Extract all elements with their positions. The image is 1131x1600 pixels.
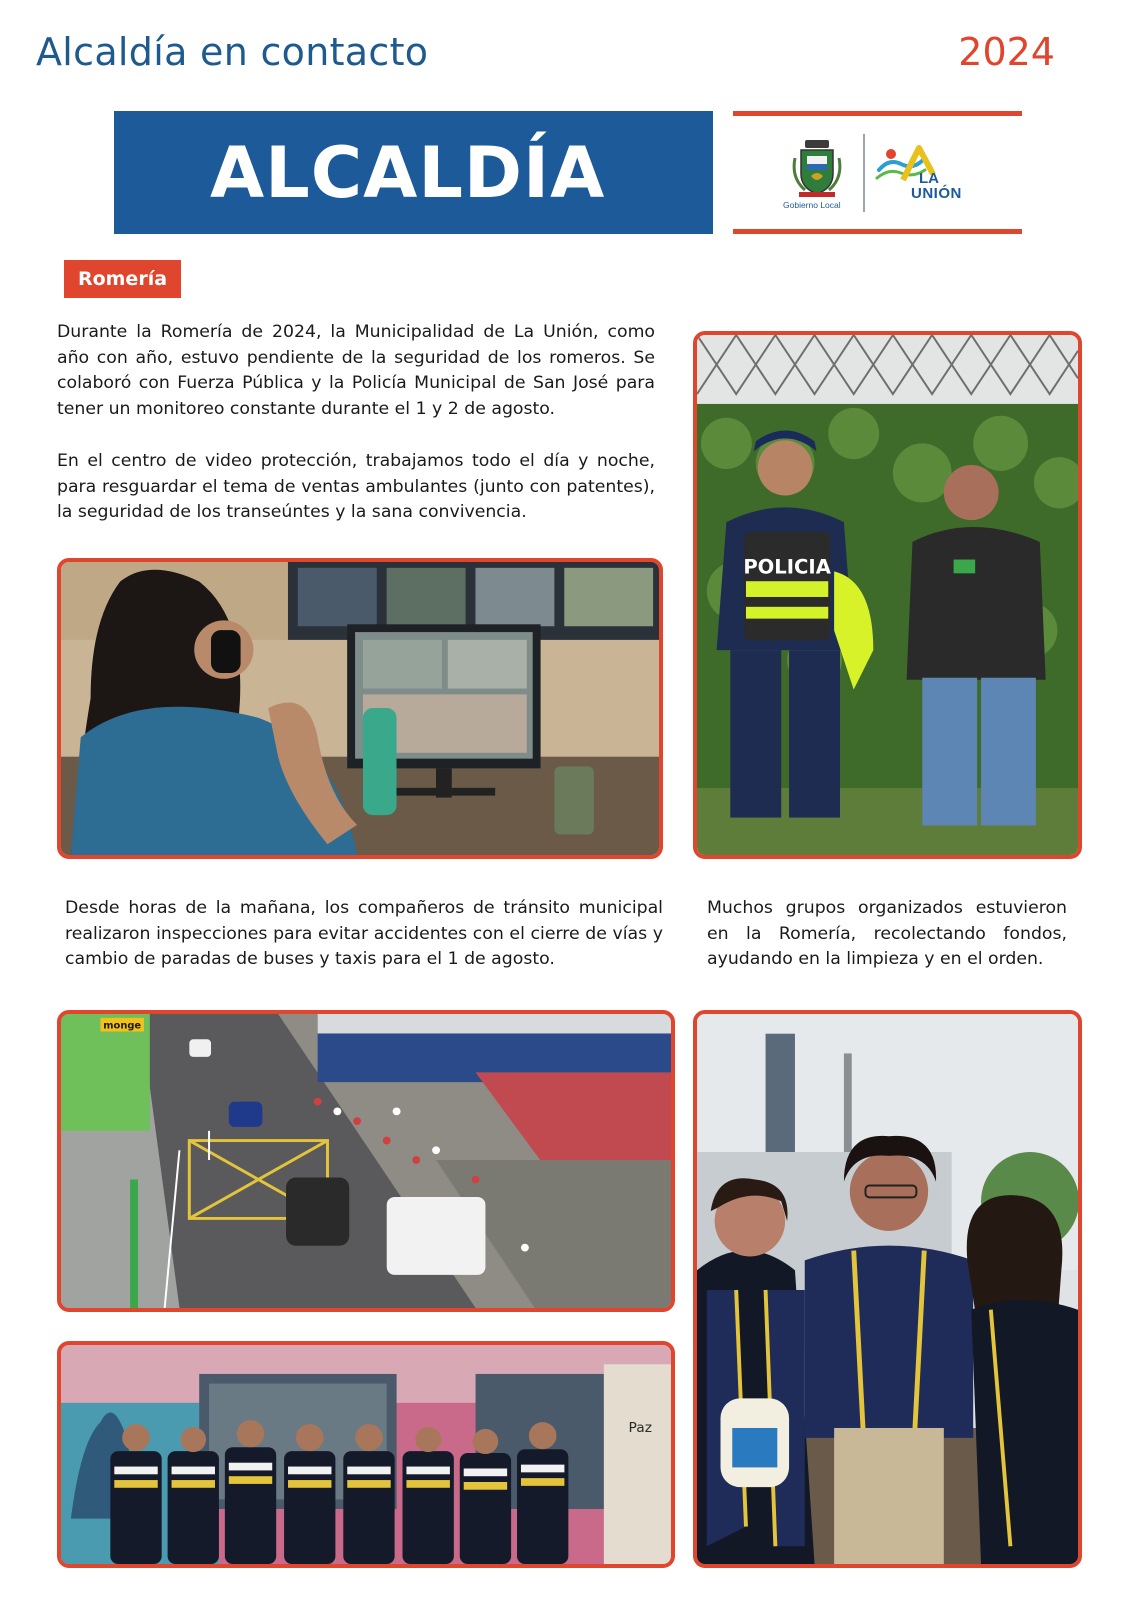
photo-aerial-street bbox=[57, 1010, 675, 1312]
video-center-paragraph: En el centro de video protección, trabajamos todo el día y noche, para resguardar el tema de ventas ambulantes (junto con patentes), la seguridad de los transeúntes y la sana convivencia. bbox=[57, 451, 655, 523]
mural-word: Paz bbox=[628, 1419, 652, 1436]
crest-caption: Gobierno Local bbox=[783, 200, 841, 210]
coat-of-arms-icon bbox=[791, 138, 843, 200]
store-sign: monge bbox=[103, 1020, 142, 1032]
section-tag-romeria: Romería bbox=[64, 260, 181, 298]
page-header-title: Alcaldía en contacto bbox=[36, 30, 429, 74]
brand-union: UNIÓN bbox=[911, 185, 962, 202]
la-union-logo-icon bbox=[873, 140, 963, 190]
logo-panel bbox=[733, 111, 1022, 234]
photo-police-meeting bbox=[693, 331, 1082, 859]
photo-police-group bbox=[57, 1341, 675, 1568]
page-header-year: 2024 bbox=[958, 30, 1055, 74]
photo-volunteers bbox=[693, 1010, 1082, 1568]
logo-divider bbox=[863, 134, 865, 212]
intro-paragraph: Durante la Romería de 2024, la Municipalidad de La Unión, como año con año, estuvo pendiente de la seguridad de los romeros. Se colaboró con Fuerza Pública y la Policía Municipal de San José para tener un monitoreo constante durante el 1 y 2 de agosto. bbox=[57, 322, 655, 419]
groups-paragraph: Muchos grupos organizados estuvieron en la Romería, recolectando fondos, ayudando en la limpieza y en el orden. bbox=[707, 898, 1067, 970]
transit-paragraph: Desde horas de la mañana, los compañeros de tránsito municipal realizaron inspecciones para evitar accidentes con el cierre de vías y cambio de paradas de buses y taxis para el 1 de agosto. bbox=[65, 898, 663, 970]
banner-title: ALCALDÍA bbox=[210, 131, 606, 214]
alcaldia-banner bbox=[114, 111, 713, 234]
brand-la: LA bbox=[919, 170, 939, 187]
photo-video-center bbox=[57, 558, 663, 859]
police-vest-label: POLICIA bbox=[743, 555, 831, 579]
